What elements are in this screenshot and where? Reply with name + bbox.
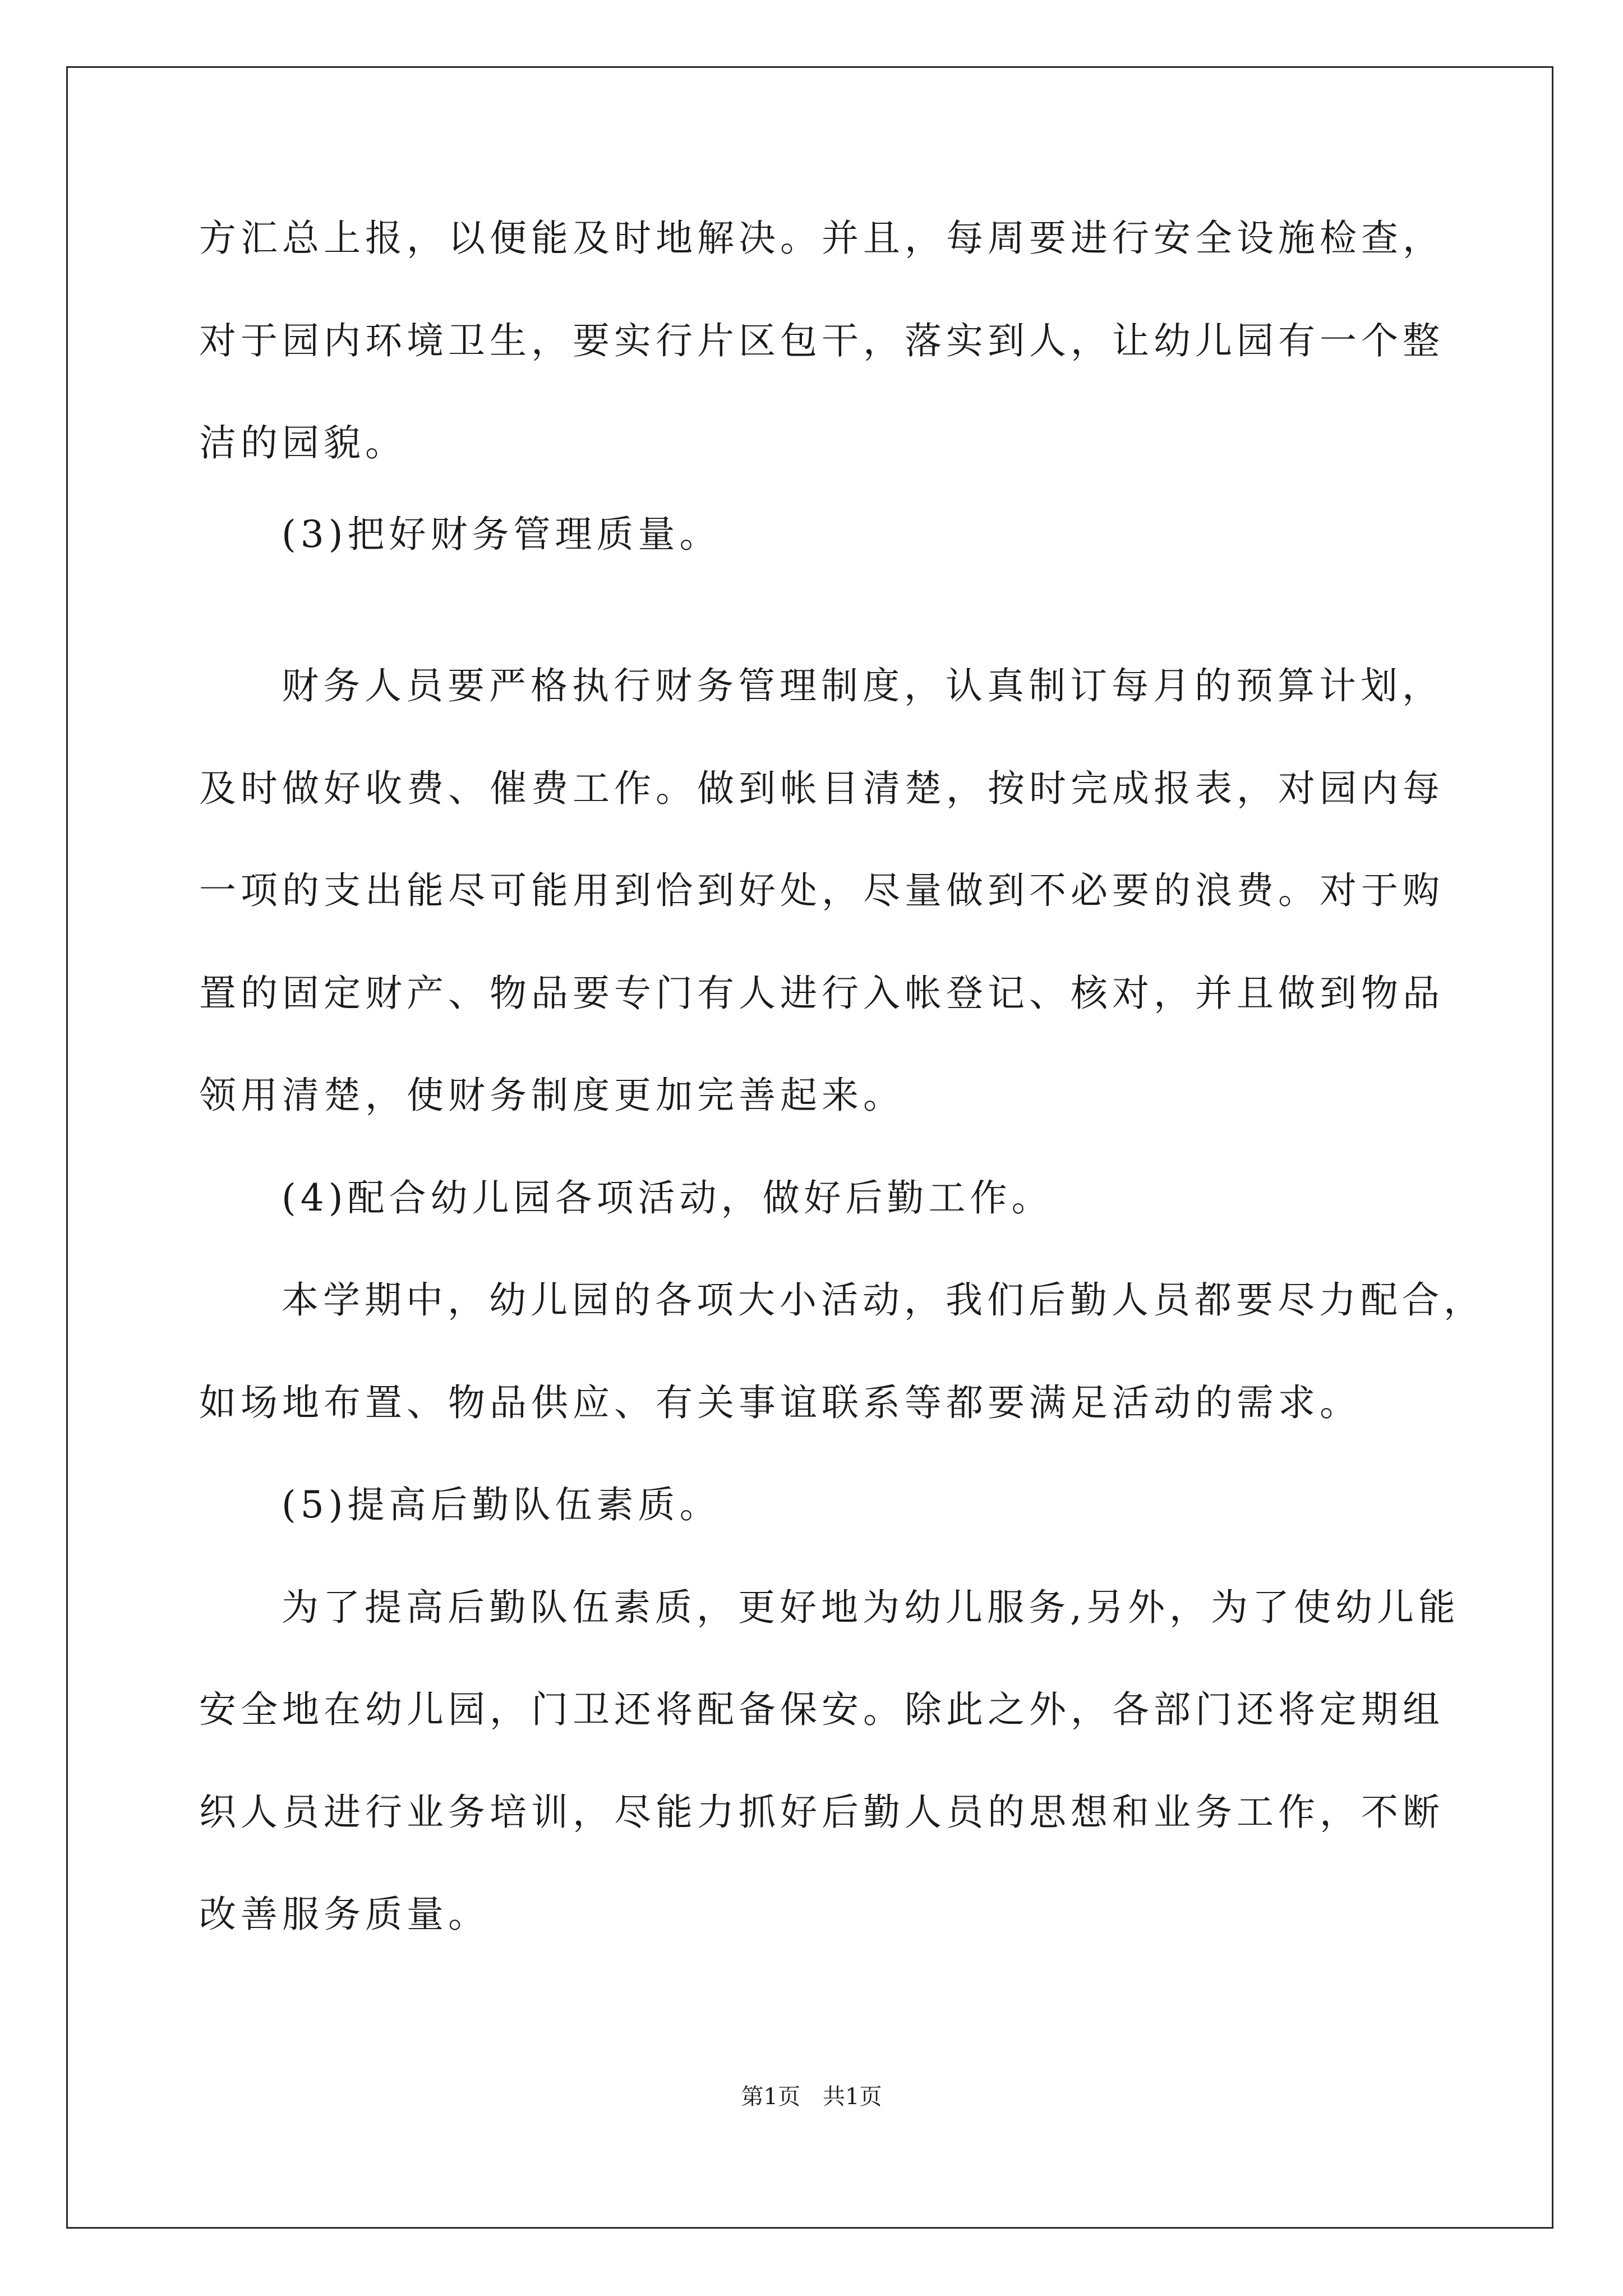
text-line: 为了提高后勤队伍素质，更好地为幼儿服务,另外，为了使幼儿能 bbox=[282, 1586, 1460, 1629]
text-line: 一项的支出能尽可能用到恰到好处，尽量做到不必要的浪费。对于购 bbox=[199, 869, 1444, 912]
text-line: 织人员进行业务培训，尽能力抓好后勤人员的思想和业务工作，不断 bbox=[199, 1791, 1444, 1834]
text-line: 本学期中，幼儿园的各项大小活动，我们后勤人员都要尽力配合， bbox=[282, 1278, 1485, 1322]
text-line: 安全地在幼儿园，门卫还将配备保安。除此之外，各部门还将定期组 bbox=[199, 1688, 1444, 1731]
text-line: 改善服务质量。 bbox=[199, 1893, 490, 1936]
text-line: 领用清楚，使财务制度更加完善起来。 bbox=[199, 1074, 905, 1117]
text-line: 财务人员要严格执行财务管理制度，认真制订每月的预算计划， bbox=[282, 664, 1444, 707]
page-footer: 第1页 共1页 bbox=[741, 2084, 882, 2110]
text-line: 方汇总上报，以便能及时地解决。并且，每周要进行安全设施检查， bbox=[199, 217, 1444, 260]
text-line: 洁的园貌。 bbox=[199, 421, 407, 464]
text-line: 及时做好收费、催费工作。做到帐目清楚，按时完成报表，对园内每 bbox=[199, 767, 1444, 810]
text-line: 如场地布置、物品供应、有关事谊联系等都要满足活动的需求。 bbox=[199, 1381, 1361, 1424]
text-line: 置的固定财产、物品要专门有人进行入帐登记、核对，并且做到物品 bbox=[199, 972, 1444, 1015]
text-line: 对于园内环境卫生，要实行片区包干，落实到人，让幼儿园有一个整 bbox=[199, 319, 1444, 362]
section-heading: (4)配合幼儿园各项活动，做好后勤工作。 bbox=[282, 1176, 1053, 1220]
section-heading: (3)把好财务管理质量。 bbox=[282, 513, 721, 556]
section-heading: (5)提高后勤队伍素质。 bbox=[282, 1483, 721, 1526]
